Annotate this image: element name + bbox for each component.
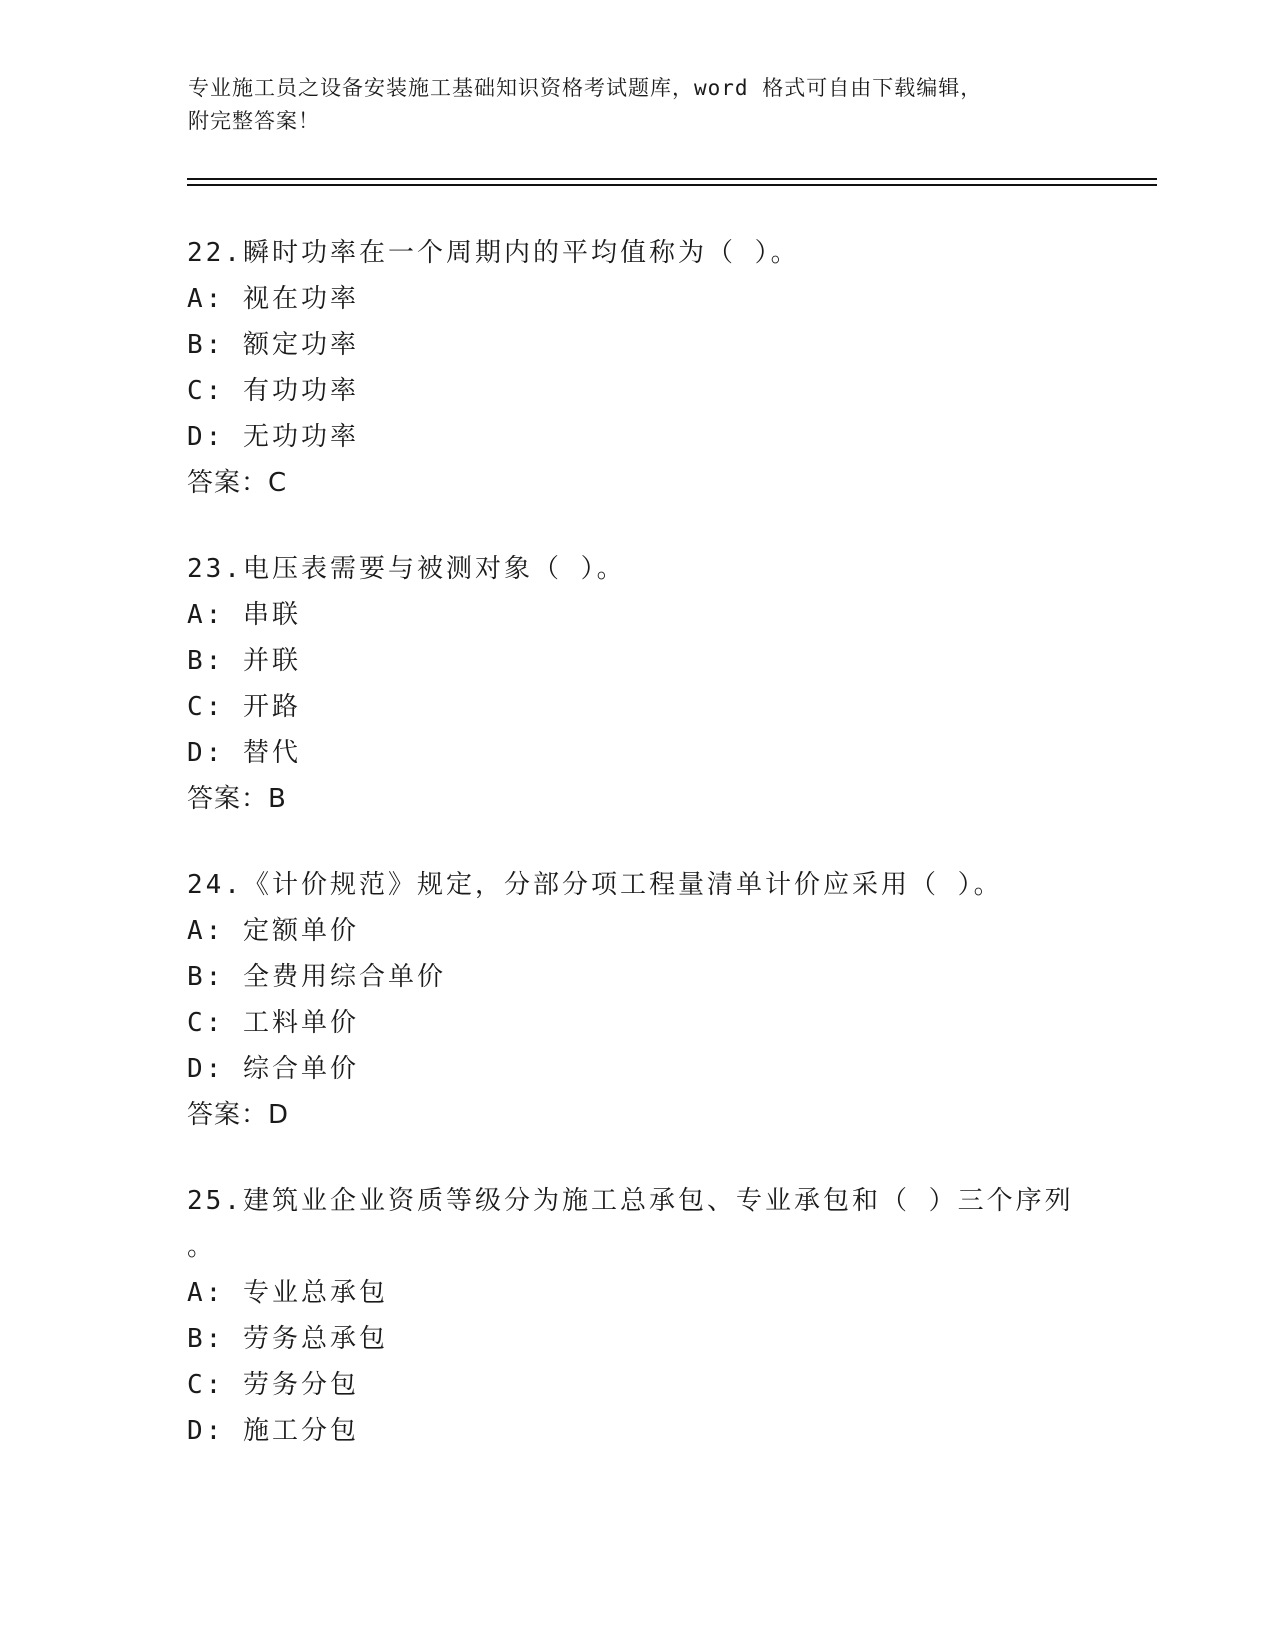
answer: 答案：C	[187, 468, 288, 498]
option-c: C: 劳务分包	[187, 1370, 359, 1400]
option-b: B: 全费用综合单价	[187, 962, 446, 992]
header-line-2: 附完整答案！	[188, 109, 320, 133]
option-b: B: 劳务总承包	[187, 1324, 388, 1354]
header-divider-bottom	[187, 184, 1157, 186]
option-a: A: 定额单价	[187, 916, 359, 946]
question-stem: 23.电压表需要与被测对象（ ）。	[187, 554, 626, 584]
option-d: D: 施工分包	[187, 1416, 359, 1446]
option-b: B: 并联	[187, 646, 301, 676]
question-25	[187, 1178, 1087, 1454]
option-c: C: 开路	[187, 692, 301, 722]
option-b: B: 额定功率	[187, 330, 359, 360]
option-d: D: 替代	[187, 738, 301, 768]
header-line-1: 专业施工员之设备安装施工基础知识资格考试题库，word 格式可自由下载编辑，	[188, 76, 983, 100]
option-a: A: 视在功率	[187, 284, 359, 314]
option-c: C: 工料单价	[187, 1008, 359, 1038]
question-stem-continuation: 。	[187, 1232, 214, 1262]
option-c: C: 有功功率	[187, 376, 359, 406]
question-22	[187, 230, 1087, 506]
question-stem: 22.瞬时功率在一个周期内的平均值称为（ ）。	[187, 238, 800, 268]
option-a: A: 专业总承包	[187, 1278, 388, 1308]
question-stem: 25.建筑业企业资质等级分为施工总承包、专业承包和（ ）三个序列	[187, 1186, 1074, 1216]
question-24	[187, 862, 1087, 1138]
document-header	[188, 72, 1068, 138]
answer: 答案：B	[187, 784, 287, 814]
header-divider-top	[187, 178, 1157, 180]
option-d: D: 综合单价	[187, 1054, 359, 1084]
question-23	[187, 546, 1087, 822]
answer: 答案：D	[187, 1100, 290, 1130]
option-d: D: 无功功率	[187, 422, 359, 452]
question-stem: 24.《计价规范》规定，分部分项工程量清单计价应采用（ ）。	[187, 870, 1003, 900]
option-a: A: 串联	[187, 600, 301, 630]
